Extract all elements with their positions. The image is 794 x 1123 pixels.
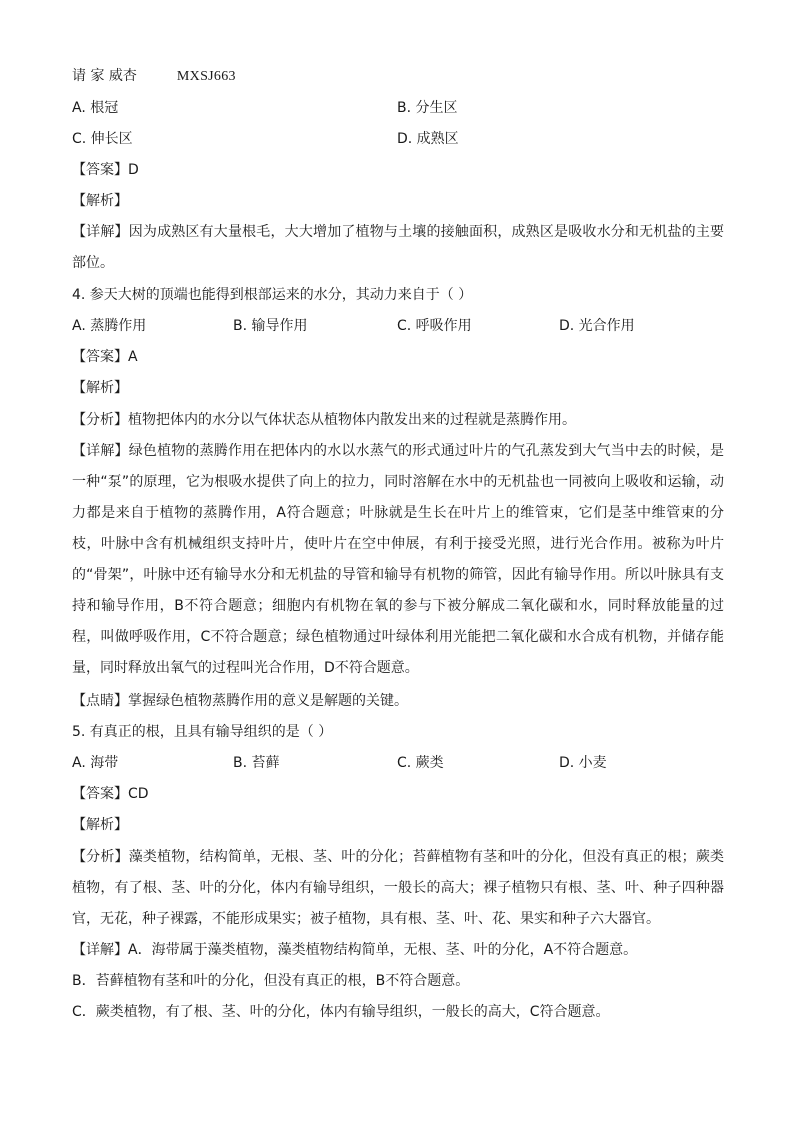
q5-detail-b: B．苔藓植物有茎和叶的分化，但没有真正的根，B不符合题意。 — [72, 973, 470, 989]
q5-option-d: D. 小麦 — [559, 755, 607, 771]
q4-answer: 【答案】A — [72, 349, 138, 365]
header-code: MXSJ663 — [176, 69, 236, 84]
q3-option-a: A. 根冠 — [72, 100, 119, 116]
q4-option-c: C. 呼吸作用 — [397, 318, 472, 334]
q3-answer: 【答案】D — [72, 162, 139, 178]
q3-option-c: C. 伸长区 — [72, 131, 133, 147]
q4-detail: 【详解】绿色植物的蒸腾作用在把体内的水以水蒸气的形式通过叶片的气孔蒸发到大气当中去的时候，是一种“泵”的原理，它为根吸水提供了向上的拉力，同时溶解在水中的无机盐也一同被向上吸收和运输，动力都是来自于植物的蒸腾作用，A符合题意；叶脉就是生长在叶片上的维管束，它们是茎中维管束的分枝，叶脉中含有机械组织支持叶片，使叶片在空中伸展，有利于接受光照，进行光合作用。被称为叶片的“骨架”，叶脉中还有输导水分和无机盐的导管和输导有机物的筛管，因此有输导作用。所以叶脉具有支持和输导作用，B不符合题意；细胞内有机物在氧的参与下被分解成二氧化碳和水，同时释放能量的过程，叫做呼吸作用，C不符合题意；绿色植物通过叶绿体利用光能把二氧化碳和水合成有机物，并储存能量，同时释放出氧气的过程叫光合作用，D不符合题意。 — [72, 443, 724, 676]
q4-analysis-heading: 【解析】 — [72, 380, 128, 396]
q4-option-b: B. 输导作用 — [233, 318, 308, 334]
q5-answer: 【答案】CD — [72, 786, 149, 802]
q5-analysis-heading: 【解析】 — [72, 817, 128, 833]
q4-stem: 4. 参天大树的顶端也能得到根部运来的水分，其动力来自于（ ） — [72, 287, 473, 303]
header-left-text: 请 家 威杏 — [72, 68, 137, 84]
q5-detail-c: C．蕨类植物，有了根、茎、叶的分化，体内有输导组织，一般长的高大，C符合题意。 — [72, 1004, 610, 1020]
q4-option-d: D. 光合作用 — [559, 318, 635, 334]
q5-option-b: B. 苔藓 — [233, 755, 280, 771]
q5-fenxi: 【分析】藻类植物，结构简单，无根、茎、叶的分化；苔藓植物有茎和叶的分化，但没有真正的根；蕨类植物，有了根、茎、叶的分化，体内有输导组织，一般长的高大；裸子植物只有根、茎、叶、种子四种器官，无花，种子裸露，不能形成果实；被子植物，具有根、茎、叶、花、果实和种子六大器官。 — [72, 849, 724, 927]
q5-option-c: C. 蕨类 — [397, 755, 444, 771]
q4-dianjing: 【点睛】掌握绿色植物蒸腾作用的意义是解题的关键。 — [72, 693, 408, 709]
q3-option-b: B. 分生区 — [397, 100, 458, 116]
q4-option-a: A. 蒸腾作用 — [72, 318, 147, 334]
q3-option-d: D. 成熟区 — [397, 131, 459, 147]
page-header — [72, 61, 724, 92]
q4-fenxi: 【分析】植物把体内的水分以气体状态从植物体内散发出来的过程就是蒸腾作用。 — [72, 412, 576, 428]
q3-analysis-heading: 【解析】 — [72, 193, 128, 209]
q5-stem: 5. 有真正的根，且具有输导组织的是（ ） — [72, 724, 333, 740]
q5-detail-a: 【详解】A．海带属于藻类植物，藻类植物结构简单，无根、茎、叶的分化，A不符合题意。 — [72, 942, 638, 958]
q3-detail: 【详解】因为成熟区有大量根毛，大大增加了植物与土壤的接触面积，成熟区是吸收水分和无机盐的主要部位。 — [72, 224, 724, 271]
q5-option-a: A. 海带 — [72, 755, 119, 771]
